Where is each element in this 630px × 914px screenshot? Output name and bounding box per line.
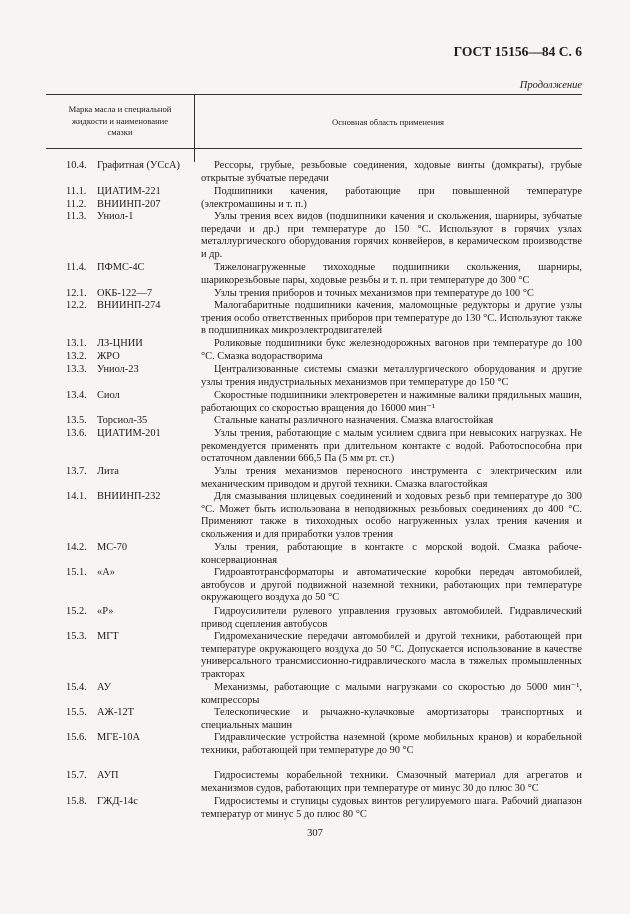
grade-cell: [66, 364, 198, 377]
column-header-application-text: Основная область применения: [332, 116, 444, 127]
column-header-grade: [46, 95, 195, 148]
application-text: Гидроусилители рулевого управления грузовых автомобилей. Гидравлический привод сцепления автобусов: [201, 606, 582, 630]
grade-cell: [66, 186, 198, 211]
grade-name: АУП: [97, 770, 119, 781]
grade-entry: [66, 160, 198, 173]
item-number: 12.1.: [66, 288, 87, 299]
item-number: 15.1.: [66, 567, 87, 578]
grade-cell: [66, 542, 198, 555]
grade-name: ПФМС-4С: [97, 262, 145, 273]
continued-label: Продолжение: [519, 80, 582, 91]
column-header-grade-text: Марка масла и специальной жидкости и наименование смазки: [68, 104, 172, 138]
grade-cell: [66, 211, 198, 224]
grade-name: Торсиол-35: [97, 415, 148, 426]
grade-name: ГЖД-14с: [97, 796, 138, 807]
grade-entry: [66, 567, 198, 580]
grade-entry: [66, 262, 198, 275]
grade-entry: [66, 300, 198, 313]
application-text: Узлы трения, работающие в контакте с морской водой. Смазка рабоче-консервационная: [201, 542, 582, 566]
grade-name: МГТ: [97, 631, 119, 642]
grade-cell: [66, 288, 198, 301]
grade-cell: [66, 682, 198, 695]
item-number: 15.6.: [66, 732, 87, 743]
application-text: Подшипники качения, работающие при повышенной температуре (электромашины и т. п.): [201, 186, 582, 210]
grade-entry: [66, 390, 198, 403]
application-text: Гидравлические устройства наземной (кроме мобильных кранов) и корабельной техники, работающей при температуре до 90 °С: [201, 732, 582, 756]
grade-entry: [66, 186, 198, 199]
application-text: Узлы трения всех видов (подшипники качения и скольжения, шарниры, зубчатые передачи и др.) при температуре до 150 °С. Используют в горячих узлах металлургического оборудования горячих конвейеров, в керамическом производстве и др.: [201, 211, 582, 260]
item-number: 11.2.: [66, 198, 87, 210]
item-number: 15.7.: [66, 770, 87, 781]
grade-cell: [66, 491, 198, 504]
application-text: Гидроавтотрансформаторы и автоматические коробки передач автомобилей, автобусов и другой подвижной наземной техники, работающих при температуре окружающего воздуха до 50 °С: [201, 567, 582, 604]
item-number: 15.3.: [66, 631, 87, 642]
application-text: Узлы трения, работающие с малым усилием сдвига при невысоких нагрузках. Не рекомендуется применять при длительном контакте с водой. Работоспособна при остаточном давлении 666,5 Па (5 мм рт. ст.): [201, 428, 582, 465]
grade-cell: [66, 707, 198, 720]
grade-cell: [66, 262, 198, 275]
grade-cell: [66, 160, 198, 173]
application-text: Механизмы, работающие с малыми нагрузками со скоростью до 5000 мин⁻¹, компрессоры: [201, 682, 582, 706]
grade-cell: [66, 428, 198, 441]
grade-entry: [66, 364, 198, 377]
grade-entry: [66, 466, 198, 479]
application-text: Телескопические и рычажно-кулачковые амортизаторы транспортных и специальных машин: [201, 707, 582, 731]
grade-entry: [66, 211, 198, 224]
grade-cell: [66, 300, 198, 313]
item-number: 10.4.: [66, 160, 87, 171]
grade-cell: [66, 796, 198, 809]
grade-entry: [66, 415, 198, 428]
document-title: ГОСТ 15156—84 С. 6: [453, 44, 582, 59]
grade-cell: [66, 631, 198, 644]
application-text: Стальные канаты различного назначения. Смазка влагостойкая: [214, 415, 494, 426]
grade-name: Униол-1: [97, 211, 134, 222]
application-text: Узлы трения механизмов переносного инструмента с электрическим или механическим приводом и другой техники. Смазка влагостойкая: [201, 466, 582, 490]
item-number: 12.2.: [66, 300, 87, 311]
application-text: Для смазывания шлицевых соединений и ходовых резьб при температуре до 300 °С. Может быть использована в неподвижных резьбовых соединениях до 400 °С. Применяют также в тихоходных особо нагруженных узлах трения качения и скольжения и для приработки узлов трения: [201, 491, 582, 540]
grade-name: Лита: [97, 466, 119, 477]
item-number: 13.2.: [66, 350, 87, 362]
item-number: 11.4.: [66, 262, 87, 273]
item-number: 15.5.: [66, 707, 87, 718]
grade-entry: [66, 707, 198, 720]
grade-entry: [66, 606, 198, 619]
grade-name: «А»: [97, 567, 115, 578]
grade-entry: [66, 491, 198, 504]
item-number: 11.3.: [66, 211, 87, 222]
item-number: 13.3.: [66, 364, 87, 375]
grade-entry: [66, 542, 198, 555]
grade-cell: [66, 606, 198, 619]
grade-name: ЛЗ-ЦНИИ: [97, 338, 143, 349]
grade-name: МГЕ-10А: [97, 732, 140, 743]
grade-entry: [66, 338, 198, 351]
grade-cell: [66, 415, 198, 428]
item-number: 15.2.: [66, 606, 87, 617]
grade-cell: [66, 732, 198, 745]
grade-entry: [66, 796, 198, 809]
grade-cell: [66, 567, 198, 580]
item-number: 13.5.: [66, 415, 87, 426]
grade-name: ВНИИНП-207: [97, 198, 161, 210]
table-header: [46, 94, 582, 149]
grade-entry: [66, 770, 198, 783]
grade-name: ОКБ-122—7: [97, 288, 153, 299]
application-text: Малогабаритные подшипники качения, маломощные редукторы и другие узлы трения особо ответственных приборов при температуре до 130 °С. Используют также в подшипниках микроэлектродвигателей: [201, 300, 582, 337]
grade-name: ВНИИНП-274: [97, 300, 161, 311]
item-number: 13.6.: [66, 428, 87, 439]
application-text: Скоростные подшипники электроверетен и нажимные валики прядильных машин, работающих со скоростью вращения до 16000 мин⁻¹: [201, 390, 582, 414]
page-number: 307: [307, 828, 323, 839]
grade-name: АУ: [97, 682, 111, 693]
application-text: Централизованные системы смазки металлургического оборудования и другие узлы трения индустриальных механизмов при температуре до 150 °С: [201, 364, 582, 388]
grade-name: «Р»: [97, 606, 114, 617]
grade-name: Униол-23: [97, 364, 139, 375]
application-text: Рессоры, грубые, резьбовые соединения, ходовые винты (домкраты), грубые открытые зубчатые передачи: [201, 160, 582, 184]
column-header-application: [194, 95, 582, 148]
item-number: 14.1.: [66, 491, 87, 502]
grade-name: АЖ-12Т: [97, 707, 135, 718]
grade-entry: [66, 428, 198, 441]
application-text: Гидросистемы и ступицы судовых винтов регулируемого шага. Рабочий диапазон температур от минус 5 до плюс 80 °С: [201, 796, 582, 820]
grade-cell: [66, 338, 198, 363]
item-number: 11.1.: [66, 186, 87, 197]
application-text: Гидросистемы корабельной техники. Смазочный материал для агрегатов и механизмов судов, работающих при температуре от минус 30 до плюс 30 °С: [201, 770, 582, 794]
grade-entry: [66, 351, 198, 364]
grade-cell: [66, 466, 198, 479]
grade-entry: [66, 732, 198, 745]
grade-name: МС-70: [97, 542, 128, 553]
grade-entry: [66, 631, 198, 644]
application-text: Тяжелонагруженные тихоходные подшипники скольжения, шарниры, шарикорезьбовые пары, ходовые резьбы и т. п. при температуре до 300 °С: [201, 262, 582, 286]
grade-name: ЦИАТИМ-201: [97, 428, 161, 439]
item-number: 14.2.: [66, 542, 87, 553]
item-number: 13.4.: [66, 390, 87, 401]
application-text: Узлы трения приборов и точных механизмов при температуре до 100 °С: [214, 288, 534, 299]
grade-cell: [66, 390, 198, 403]
grade-entry: [66, 682, 198, 695]
grade-name: ЦИАТИМ-221: [97, 186, 161, 197]
application-text: Гидромеханические передачи автомобилей и другой техники, работающей при температуре окружающего воздуха до 50 °С. Допускается использование в качестве универсального трансмиссионно-гидравлического масла в тяжелых промышленных тракторах: [201, 631, 582, 680]
grade-cell: [66, 770, 198, 783]
application-text: Роликовые подшипники букс железнодорожных вагонов при температуре до 100 °С. Смазка водорастворима: [201, 338, 582, 362]
grade-name: Графитная (УСсА): [97, 160, 180, 171]
grade-name: Сиол: [97, 390, 120, 401]
grade-entry: [66, 288, 198, 301]
grade-name: ВНИИНП-232: [97, 491, 161, 502]
grade-name: ЖРО: [97, 350, 120, 362]
item-number: 13.7.: [66, 466, 87, 477]
item-number: 15.4.: [66, 682, 87, 693]
item-number: 15.8.: [66, 796, 87, 807]
grade-entry: [66, 199, 198, 212]
item-number: 13.1.: [66, 338, 87, 349]
